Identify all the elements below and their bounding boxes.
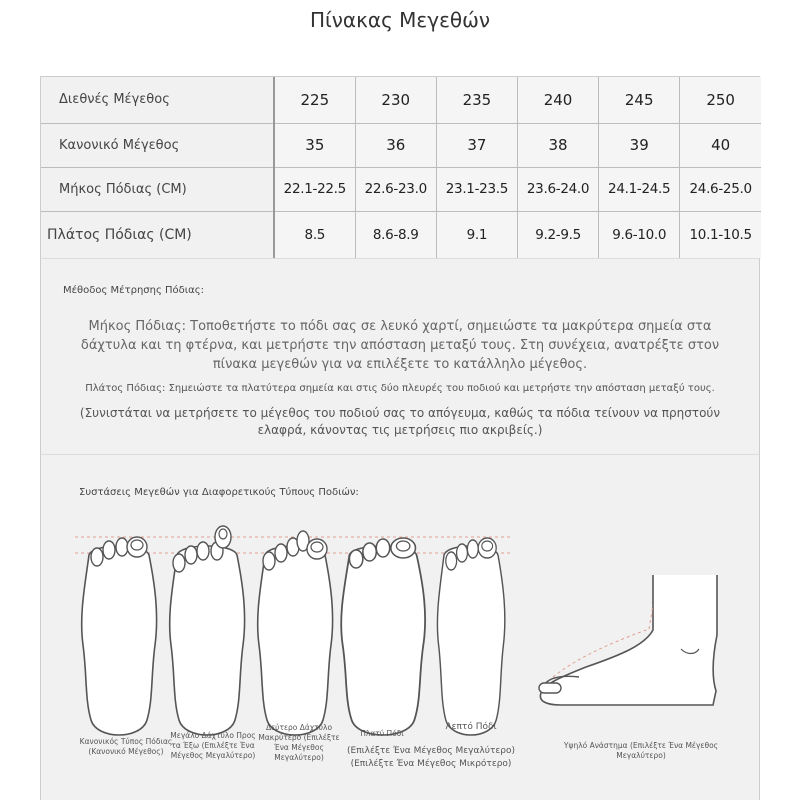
caption-thin-foot: Λεπτό Πόδι: [445, 722, 497, 732]
table-cell: 23.1-23.5: [436, 167, 517, 211]
table-cell: 39: [599, 123, 680, 167]
table-cell: 235: [436, 77, 517, 123]
measurement-note: (Συνιστάται να μετρήσετε το μέγεθος του ποδιού σας το απόγευμα, καθώς τα πόδια τείνουν να πρηστούν ελαφρά, κάνοντας τις μετρήσεις πιο ακριβείς.): [79, 406, 721, 437]
table-cell: 36: [355, 123, 436, 167]
foot-length-instructions: Μήκος Πόδιας: Τοποθετήστε το πόδι σας σε λευκό χαρτί, σημειώστε τα μακρύτερα σημεία στα δάχτυλα και τη φτέρνα, και μετρήστε την απόσταση μεταξύ τους. Στη συνέχεια, ανατρέξτε στον πίνακα μεγεθών για να επιλέξετε το κατάλληλο μέγεθος.: [80, 319, 720, 372]
normal-foot-icon: [82, 537, 157, 735]
table-cell: 23.6-24.0: [517, 167, 598, 211]
caption-wide-foot: Πλατύ Πόδι: [360, 729, 404, 738]
table-row-foot-width: [41, 211, 761, 259]
caption-long-second-toe: Δεύτερο Δάχτυλο Μακρύτερο (Επιλέξτε Ένα Μέγεθος Μεγαλύτερο): [258, 723, 340, 762]
measurement-method-panel: [40, 258, 760, 454]
caption-bunion-foot: Μεγάλο Δάχτυλο Προς τα Έξω (Επιλέξτε Ένα Μέγεθος Μεγαλύτερο): [170, 731, 256, 760]
high-instep-foot-icon: [539, 575, 717, 705]
row-label: Πλάτος Πόδιας (CM): [41, 211, 274, 259]
table-cell: 22.1-22.5: [274, 167, 355, 211]
table-cell: 35: [274, 123, 355, 167]
foot-types-heading: Συστάσεις Μεγεθών για Διαφορετικούς Τύπους Ποδιών:: [79, 487, 359, 498]
page-title: Πίνακας Μεγεθών: [309, 8, 491, 32]
row-label: Κανονικό Μέγεθος: [41, 123, 274, 167]
method-heading: Μέθοδος Μέτρησης Πόδιας:: [63, 285, 204, 296]
table-row-normal-size: [41, 123, 761, 167]
table-cell: 230: [355, 77, 436, 123]
foot-width-instructions: Πλάτος Πόδιας: Σημειώστε τα πλατύτερα σημεία και στις δύο πλευρές του ποδιού και μετρήστε την απόσταση μεταξύ τους.: [85, 383, 715, 394]
table-row-foot-length: [41, 167, 761, 211]
table-cell: 9.6-10.0: [599, 211, 680, 259]
table-cell: 245: [599, 77, 680, 123]
table-cell: 9.1: [436, 211, 517, 259]
wide-foot-icon: [341, 538, 425, 735]
caption-extra-smaller: (Επιλέξτε Ένα Μέγεθος Μικρότερο): [350, 759, 512, 769]
table-cell: 225: [274, 77, 355, 123]
table-row-international-size: [41, 77, 761, 123]
table-cell: 40: [680, 123, 761, 167]
long-second-toe-foot-icon: [258, 531, 333, 735]
caption-extra-larger: (Επιλέξτε Ένα Μέγεθος Μεγαλύτερο): [347, 746, 515, 756]
table-cell: 10.1-10.5: [680, 211, 761, 259]
bunion-foot-icon: [170, 526, 245, 735]
row-label: Μήκος Πόδιας (CM): [41, 167, 274, 211]
table-cell: 9.2-9.5: [517, 211, 598, 259]
table-cell: 250: [680, 77, 761, 123]
table-cell: 37: [436, 123, 517, 167]
table-cell: 8.6-8.9: [355, 211, 436, 259]
size-table: [41, 77, 761, 259]
foot-types-panel: [40, 454, 760, 800]
table-cell: 24.6-25.0: [680, 167, 761, 211]
caption-normal-foot: Κανονικός Τύπος Πόδιας (Κανονικό Μέγεθος): [79, 737, 173, 756]
table-cell: 240: [517, 77, 598, 123]
size-table-panel: [40, 76, 760, 258]
table-cell: 22.6-23.0: [355, 167, 436, 211]
table-cell: 38: [517, 123, 598, 167]
thin-foot-icon: [437, 538, 504, 735]
table-cell: 8.5: [274, 211, 355, 259]
caption-high-instep: Υψηλό Ανάστημα (Επιλέξτε Ένα Μέγεθος Μεγαλύτερο): [563, 741, 719, 760]
table-cell: 24.1-24.5: [599, 167, 680, 211]
row-label: Διεθνές Μέγεθος: [41, 77, 274, 123]
